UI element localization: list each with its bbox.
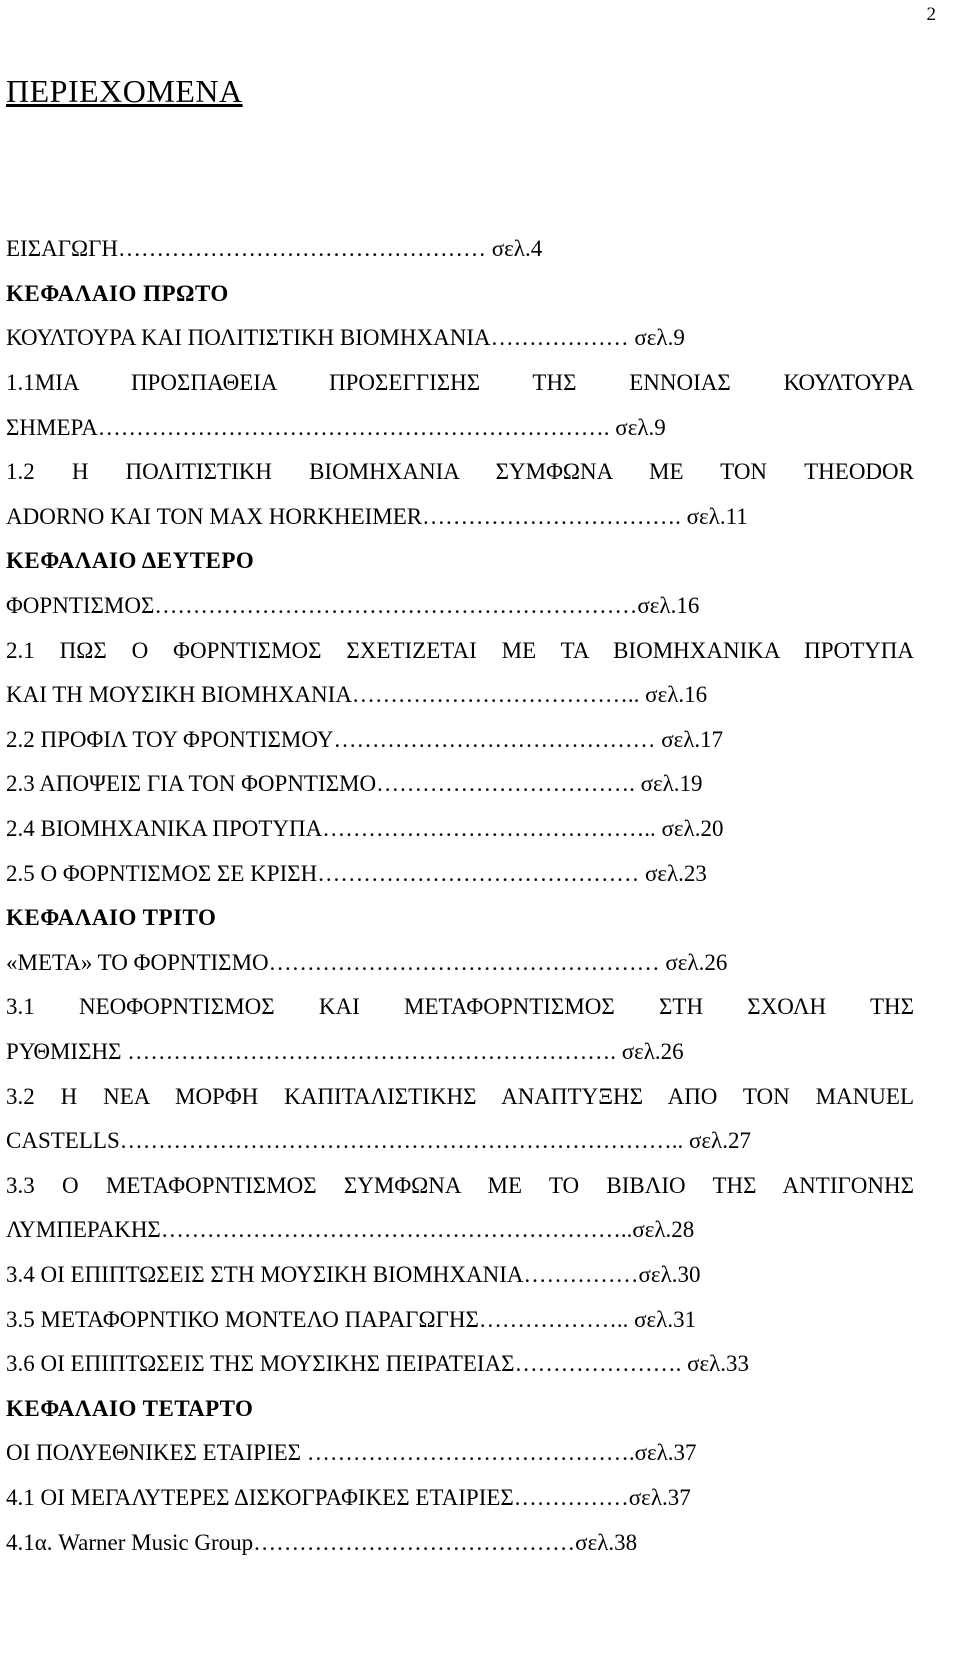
toc-entry: 1.2 Η ΠΟΛΙΤΙΣΤΙΚΗ ΒΙΟΜΗΧΑΝΙΑ ΣΥΜΦΩΝΑ ΜΕ ΤΟΝ THEODOR [6, 459, 914, 484]
toc-entry: 3.6 ΟΙ ΕΠΙΠΤΩΣΕΙΣ ΤΗΣ ΜΟΥΣΙΚΗΣ ΠΕΙΡΑΤΕΙΑΣ…………………. σελ.33 [6, 1351, 750, 1376]
toc-entry: 2.2 ΠΡΟΦΙΛ ΤΟΥ ΦΡΟΝΤΙΣΜΟΥ…………………………………… σελ.17 [6, 727, 724, 752]
toc-entry: 2.1 ΠΩΣ Ο ΦΟΡΝΤΙΣΜΟΣ ΣΧΕΤΙΖΕΤΑΙ ΜΕ ΤΑ ΒΙΟΜΗΧΑΝΙΚΑ ΠΡΟΤΥΠΑ [6, 638, 914, 663]
toc-entry: «ΜΕΤΑ» ΤΟ ΦΟΡΝΤΙΣΜΟ…………………………………………… σελ.26 [6, 950, 728, 975]
chapter-heading: ΚΕΦΑΛΑΙΟ ΤΡΙΤΟ [6, 905, 217, 930]
toc-entry: 3.5 ΜΕΤΑΦΟΡΝΤΙΚΟ ΜΟΝΤΕΛΟ ΠΑΡΑΓΩΓΗΣ……………….. σελ.31 [6, 1307, 697, 1332]
toc-entry: 1.1ΜΙΑ ΠΡΟΣΠΑΘΕΙΑ ΠΡΟΣΕΓΓΙΣΗΣ ΤΗΣ ΕΝΝΟΙΑΣ ΚΟΥΛΤΟΥΡΑ [6, 370, 914, 395]
toc-entry: 2.4 ΒΙΟΜΗΧΑΝΙΚΑ ΠΡΟΤΥΠΑ…………………………………….. σελ.20 [6, 816, 724, 841]
toc-entry: 3.3 Ο ΜΕΤΑΦΟΡΝΤΙΣΜΟΣ ΣΥΜΦΩΝΑ ΜΕ ΤΟ ΒΙΒΛΙΟ ΤΗΣ ΑΝΤΙΓΟΝΗΣ [6, 1173, 914, 1198]
chapter-heading: ΚΕΦΑΛΑΙΟ ΔΕΥΤΕΡΟ [6, 548, 255, 573]
toc-entry: 4.1 ΟΙ ΜΕΓΑΛΥΤΕΡΕΣ ΔΙΣΚΟΓΡΑΦΙΚΕΣ ΕΤΑΙΡΙΕΣ……………σελ.37 [6, 1485, 691, 1510]
toc-entry-continuation: ADORNO KAI ΤΟΝ ΜΑΧ HORKHEIMER……………………………. σελ.11 [6, 504, 748, 529]
toc-entry: 2.5 Ο ΦΟΡΝΤΙΣΜΟΣ ΣΕ ΚΡΙΣΗ…………………………………… σελ.23 [6, 861, 707, 886]
chapter-heading: ΚΕΦΑΛΑΙΟ ΤΕΤΑΡΤΟ [6, 1396, 254, 1421]
toc-entry: 3.4 ΟΙ ΕΠΙΠΤΩΣΕΙΣ ΣΤΗ ΜΟΥΣΙΚΗ ΒΙΟΜΗΧΑΝΙΑ……………σελ.30 [6, 1262, 701, 1287]
toc-entry: 3.2 Η ΝΕΑ ΜΟΡΦΗ ΚΑΠΙΤΑΛΙΣΤΙΚΗΣ ΑΝΑΠΤΥΞΗΣ ΑΠΟ ΤΟΝ MANUEL [6, 1084, 914, 1109]
toc-entry-continuation: ΛΥΜΠΕΡΑΚΗΣ……………………………………………………..σελ.28 [6, 1217, 695, 1242]
toc-entry: 4.1α. Warner Music Group……………………………………σελ.38 [6, 1530, 638, 1555]
toc-entry: ΟΙ ΠΟΛΥΕΘΝΙΚΕΣ ΕΤΑΙΡΙΕΣ …………………………………….σελ.37 [6, 1440, 697, 1465]
toc-entry: ΚΟΥΛΤΟΥΡΑ ΚΑΙ ΠΟΛΙΤΙΣΤΙΚΗ ΒΙΟΜΗΧΑΝΙΑ……………… σελ.9 [6, 325, 685, 350]
toc-entry-introduction: ΕΙΣΑΓΩΓΗ………………………………………… σελ.4 [6, 236, 543, 261]
toc-entry: 2.3 ΑΠΟΨΕΙΣ ΓΙΑ ΤΟΝ ΦΟΡΝΤΙΣΜΟ……………………………. σελ.19 [6, 771, 703, 796]
toc-entry: 3.1 ΝΕΟΦΟΡΝΤΙΣΜΟΣ ΚΑΙ ΜΕΤΑΦΟΡΝΤΙΣΜΟΣ ΣΤΗ ΣΧΟΛΗ ΤΗΣ [6, 994, 914, 1019]
toc-entry-continuation: CASTELLS……………………………………………………………….. σελ.27 [6, 1128, 751, 1153]
toc-entry-continuation: ΚΑΙ ΤΗ ΜΟΥΣΙΚΗ ΒΙΟΜΗΧΑΝΙΑ……………………………….. σελ.16 [6, 682, 708, 707]
toc-entry-continuation: ΡΥΘΜΙΣΗΣ ………………………………………………………. σελ.26 [6, 1039, 684, 1064]
toc-entry: ΦΟΡΝΤΙΣΜΟΣ………………………………………………………σελ.16 [6, 593, 700, 618]
chapter-heading: ΚΕΦΑΛΑΙΟ ΠΡΩΤΟ [6, 281, 229, 306]
page-number: 2 [926, 4, 936, 25]
toc-entry-continuation: ΣΗΜΕΡΑ…………………………………………………………. σελ.9 [6, 415, 666, 440]
page-title: ΠΕΡΙΕΧΟΜΕΝΑ [6, 73, 243, 109]
